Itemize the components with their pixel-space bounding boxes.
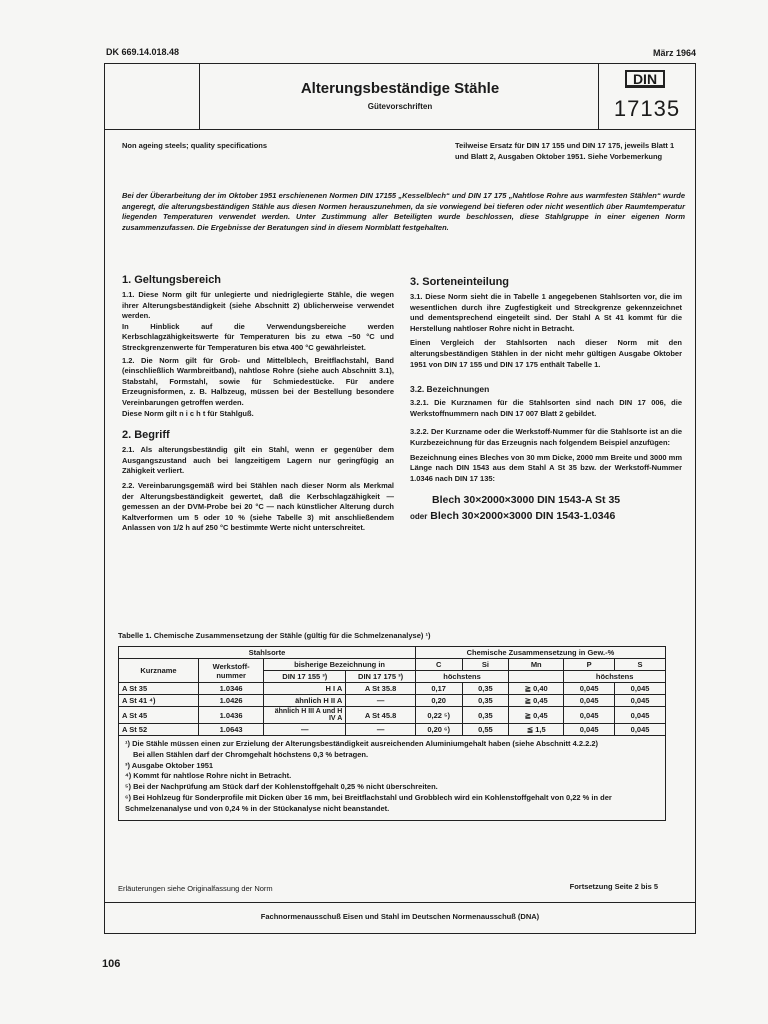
header-c: C [415,659,462,671]
publication-date: März 1964 [652,48,696,58]
header-p: P [564,659,615,671]
group-header-chemical: Chemische Zusammensetzung in Gew.-% [415,647,665,659]
header-si: Si [462,659,509,671]
header-mn-blank [509,671,564,683]
cell-si: 0,35 [462,683,509,695]
section-2-heading: 2. Begriff [122,429,170,442]
cell-s: 0,045 [615,695,666,707]
footnote: ⁶) Bei Hohlzeug für Sonderprofile mit Dicken über 16 mm, bei Breitflachstahl und Grobblech wird ein Kohlenstoffgehalt von 0,22 % in der Schmelzenanalyse und von 0,24 % in der Stückanalyse nicht beanstandet. [125,792,612,813]
cell-s: 0,045 [615,707,666,724]
section-3-1-continued: Einen Vergleich der Stahlsorten nach dieser Norm mit den alterungsbeständigen Stählen in der nicht mehr gültigen Ausgabe Oktober 1951 von DIN 17 155 und DIN 17 175 enthält Tabelle 1. [410,338,682,369]
header-din-17155: DIN 17 155 ³) [264,671,346,683]
explanations-note: Erläuterungen siehe Originalfassung der Norm [118,884,273,893]
cell-din-17175: A St 35.8 [346,683,416,695]
cell-mn: ≧ 0,40 [509,683,564,695]
cell-werkstoffnummer: 1.0643 [198,724,263,736]
cell-kurzname: A St 41 ⁴) [119,695,199,707]
footnote: Bei allen Stählen darf der Chromgehalt höchstens 0,3 % betragen. [133,749,369,759]
table-1 [118,646,666,821]
footnotes-cell [119,736,666,821]
footnote: ³) Ausgabe Oktober 1951 [125,760,214,770]
cell-kurzname: A St 35 [119,683,199,695]
section-1-1: 1.1. Diese Norm gilt für unlegierte und niedriglegierte Stähle, die wegen ihrer Alterungsbeständigkeit (siehe Abschnitt 2) üblicherweise verwendet werden. [122,290,394,321]
cell-c: 0,17 [415,683,462,695]
footnote: ¹) Die Stähle müssen einen zur Erzielung der Alterungsbeständigkeit ausreichenden Aluminiumgehalt haben (siehe Abschnitt 4.2.2.2) [125,739,599,748]
right-column [410,276,682,522]
cell-werkstoffnummer: 1.0346 [198,683,263,695]
left-column [122,274,394,534]
cell-c: 0,22 ⁵) [415,707,462,724]
din-number: 17135 [613,96,681,121]
section-2-1: 2.1. Als alterungsbeständig gilt ein Stahl, wenn er gegenüber dem Ausgangszustand auch bei langzeitigem Lagern nur geringfügig an Zähigkeit verliert. [122,445,394,476]
section-3-1: 3.1. Diese Norm sieht die in Tabelle 1 angegebenen Stahlsorten vor, die im wesentlichen durch ihre Zugfestigkeit und Streckgrenze gekennzeichnet und dementsprechend eingeteilt sind. Der Stahl A St 41 kommt für die Herstellung nahtloser Rohre nicht in Betracht. [410,292,682,333]
cell-din-17155: ähnlich H III A und H IV A [264,707,346,724]
committee-name: Fachnormenausschuß Eisen und Stahl im Deutschen Normenausschuß (DNA) [260,912,540,921]
designation-example-1: Blech 30×2000×3000 DIN 1543-A St 35 [432,494,621,507]
cell-mn: ≦ 1,5 [509,724,564,736]
section-3-2-heading: 3.2. Bezeichnungen [410,384,490,395]
table-header-row-1 [119,659,666,671]
cell-p: 0,045 [564,683,615,695]
dk-code: DK 669.14.018.48 [106,47,180,57]
cell-din-17175: — [346,724,416,736]
footer-divider [104,902,696,903]
section-1-1-continued: In Hinblick auf die Verwendungsbereiche werden Kerbschlagzähigkeitswerte für Temperaturen bis zu etwa −50 °C und Streckgrenzenwerte für Temperaturen bis etwa 400 °C gewährleistet. [122,321,394,352]
table-row [119,683,666,695]
header-kurzname: Kurzname [119,659,199,683]
title-block [105,64,695,130]
continuation-note: Fortsetzung Seite 2 bis 5 [569,882,658,891]
header-mn: Mn [509,659,564,671]
footnote: ⁴) Kommt für nahtlose Rohre nicht in Betracht. [125,771,292,781]
header-werkstoffnummer: Werkstoff-nummer [198,659,263,683]
preface-paragraph: Bei der Überarbeitung der im Oktober 1951 erschienenen Normen DIN 17155 „Kesselblech“ und DIN 17 175 „Nahtlose Rohre aus warmfesten Stählen“ wurde angeregt, die alterungsbeständigen Stähle aus diesen Normen herauszunehmen, da sie vorwiegend bei tieferen oder nicht wesentlich über Raumtemperatur liegenden Temperaturen verwendet werden. Unter Zustimmung aller Beteiligten wurde beschlossen, diese Stahlgruppe in einer eigenen Norm zusammenzufassen. Die Ergebnisse der Beratungen sind in diesem Normblatt festgehalten. [122,191,685,232]
designation-example-2: Blech 30×2000×3000 DIN 1543-1.0346 [430,510,616,523]
table-group-header-row [119,647,666,659]
header-din-17175: DIN 17 175 ³) [346,671,416,683]
designation-example-2-prefix: oder [410,512,428,522]
cell-werkstoffnummer: 1.0426 [198,695,263,707]
footnotes-row [119,736,666,821]
cell-s: 0,045 [615,724,666,736]
section-3-2-2-continued: Bezeichnung eines Bleches von 30 mm Dicke, 2000 mm Breite und 3000 mm Länge nach DIN 1543 aus dem Stahl A St 35 bzw. der Werkstoff-Nummer 1.0346 nach DIN 17 135: [410,452,682,483]
designation-example-2-line [410,510,682,522]
cell-s: 0,045 [615,683,666,695]
cell-din-17155: ähnlich H II A [264,695,346,707]
page-number: 106 [102,958,121,970]
cell-c: 0,20 [415,695,462,707]
cell-mn: ≧ 0,45 [509,695,564,707]
section-1-2: 1.2. Die Norm gilt für Grob- und Mittelblech, Breitflachstahl, Band (einschließlich Warmbreitband), nahtlose Rohre (siehe auch Abschnitt 3.1), Stabstahl, Formstahl, sowie für Schmiedestücke. Für andere Erzeugnisformen, z. B. Halbzeug, müssen bei der Bestellung besondere Vereinbarungen getroffen werden. [122,355,394,407]
english-title: Non ageing steels; quality specifications [122,141,268,150]
cell-kurzname: A St 52 [119,724,199,736]
table-row [119,724,666,736]
section-3-2-2: 3.2.2. Der Kurzname oder die Werkstoff-Nummer für die Stahlsorte ist an die Kurzbezeichnung für das Erzeugnis nach folgendem Beispiel anzufügen: [410,427,682,447]
header-bisherige: bisherige Bezeichnung in [264,659,416,671]
cell-werkstoffnummer: 1.0436 [198,707,263,724]
header-max-p-s: höchstens [564,671,666,683]
cell-c: 0,20 ⁶) [415,724,462,736]
replacement-note: Teilweise Ersatz für DIN 17 155 und DIN 17 175, jeweils Blatt 1 und Blatt 2, Ausgaben Oktober 1951. Siehe Vorbemerkung [455,141,675,161]
cell-p: 0,045 [564,707,615,724]
din-cell [598,64,695,129]
section-3-2-1: 3.2.1. Die Kurznamen für die Stahlsorten sind nach DIN 17 006, die Werkstoffnummern nach DIN 17 007 Blatt 2 gebildet. [410,398,682,418]
section-1-2-continued: Diese Norm gilt n i c h t für Stahlguß. [122,408,254,418]
table-1-caption: Tabelle 1. Chemische Zusammensetzung der Stähle (gültig für die Schmelzenanalyse) ¹) [118,631,431,640]
group-header-steel: Stahlsorte [119,647,416,659]
header-max-c-si: höchstens [415,671,508,683]
table-row [119,707,666,724]
section-1-heading: 1. Geltungsbereich [122,274,222,286]
footnote: ⁵) Bei der Nachprüfung am Stück darf der Kohlenstoffgehalt 0,25 % nicht überschreiten. [125,782,438,792]
document-subtitle: Gütevorschriften [367,102,433,111]
section-3-heading: 3. Sorteneinteilung [410,276,510,288]
cell-din-17175: — [346,695,416,707]
din-logo: DIN [625,70,665,88]
cell-p: 0,045 [564,724,615,736]
table-row [119,695,666,707]
cell-mn: ≧ 0,45 [509,707,564,724]
cell-si: 0,55 [462,724,509,736]
cell-si: 0,35 [462,707,509,724]
section-2-2: 2.2. Vereinbarungsgemäß wird bei Stählen nach dieser Norm als Merkmal der Alterungsbeständigkeit gewertet, daß die Kerbschlagzähigkeit — gemessen an der DVM-Probe bei 20 °C — nach künstlicher Alterung durch Kaltverformen um 5 oder 10 % (siehe Tabelle 3) mit anschließendem Anlassen von 1/2 h auf 250 °C bestimmte Werte nicht unterschreitet. [122,480,394,533]
cell-din-17175: A St 45.8 [346,707,416,724]
cell-p: 0,045 [564,695,615,707]
cell-din-17155: — [264,724,346,736]
document-title: Alterungsbeständige Stähle [300,80,500,97]
header-s: S [615,659,666,671]
cell-si: 0,35 [462,695,509,707]
cell-kurzname: A St 45 [119,707,199,724]
cell-din-17155: H I A [264,683,346,695]
